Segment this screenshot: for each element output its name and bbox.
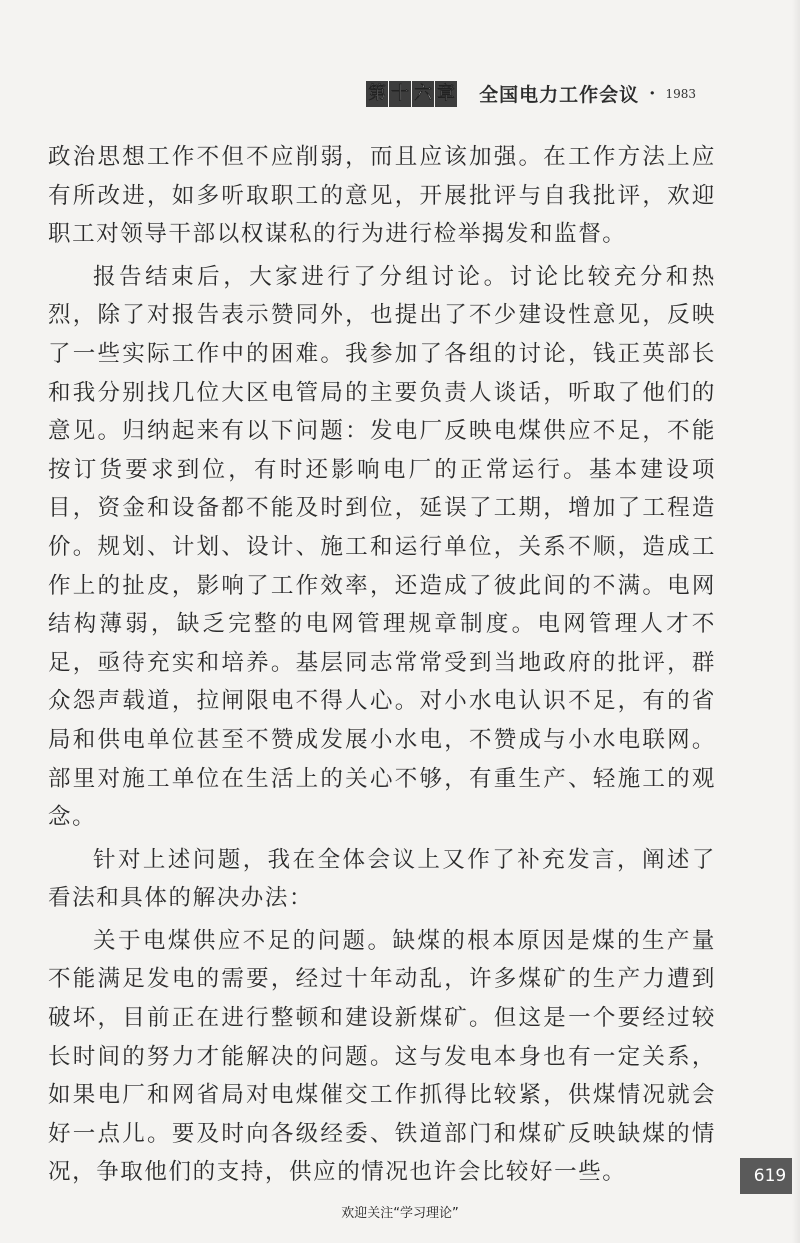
paragraph: 针对上述问题，我在全体会议上又作了补充发言，阐述了看法和具体的解决办法： (48, 846, 716, 912)
chapter-char: 十 (389, 81, 411, 107)
paragraph: 报告结束后，大家进行了分组讨论。讨论比较充分和热烈，除了对报告表示赞同外，也提出了不少建设性意见，反映了一些实际工作中的困难。我参加了各组的讨论，钱正英部长和我分别找几位大区电管局的主要负责人谈话，听取了他们的意见。归纳起来有以下问题：发电厂反映电煤供应不足，不能按订货要求到位，有时还影响电厂的正常运行。基本建设项目，资金和设备都不能及时到位，延误了工期，增加了工程造价。规划、计划、设计、施工和运行单位，关系不顺，造成工作上的扯皮，影响了工作效率，还造成了彼此间的不满。电网结构薄弱，缺乏完整的电网管理规章制度。电网管理人才不足，亟待充实和培养。基层同志常常受到当地政府的批评，群众怨声载道，拉闸限电不得人心。对小水电认识不足，有的省局和供电单位甚至不赞成发展小水电，不赞成与小水电联网。部里对施工单位在生活上的关心不够，有重生产、轻施工的观念。 (48, 263, 716, 831)
header-separator: · (649, 83, 656, 104)
chapter-char: 第 (366, 81, 388, 107)
body-text (48, 138, 716, 1192)
page-number: 619 (753, 1166, 787, 1186)
chapter-char: 章 (435, 81, 457, 107)
header-page-ref: 1983 (665, 86, 696, 101)
paragraph: 关于电煤供应不足的问题。缺煤的根本原因是煤的生产量不能满足发电的需要，经过十年动乱，许多煤矿的生产力遭到破坏，目前正在进行整顿和建设新煤矿。但这是一个要经过较长时间的努力才能解决的问题。这与发电本身也有一定关系，如果电厂和网省局对电煤催交工作抓得比较紧，供煤情况就会好一点儿。要及时向各级经委、铁道部门和煤矿反映缺煤的情况，争取他们的支持，供应的情况也许会比较好一些。 (48, 927, 716, 1186)
paragraph: 政治思想工作不但不应削弱，而且应该加强。在工作方法上应有所改进，如多听取职工的意见，开展批评与自我批评，欢迎职工对领导干部以权谋私的行为进行检举揭发和监督。 (48, 144, 716, 248)
page-edge-shadow (792, 0, 800, 1243)
header-title: 全国电力工作会议 (479, 84, 640, 106)
page-number-tab (740, 1158, 800, 1194)
chapter-badge (366, 81, 457, 107)
running-header (366, 80, 696, 107)
chapter-char: 六 (412, 81, 434, 107)
footer-note: 欢迎关注“学习理论” (341, 1206, 459, 1221)
